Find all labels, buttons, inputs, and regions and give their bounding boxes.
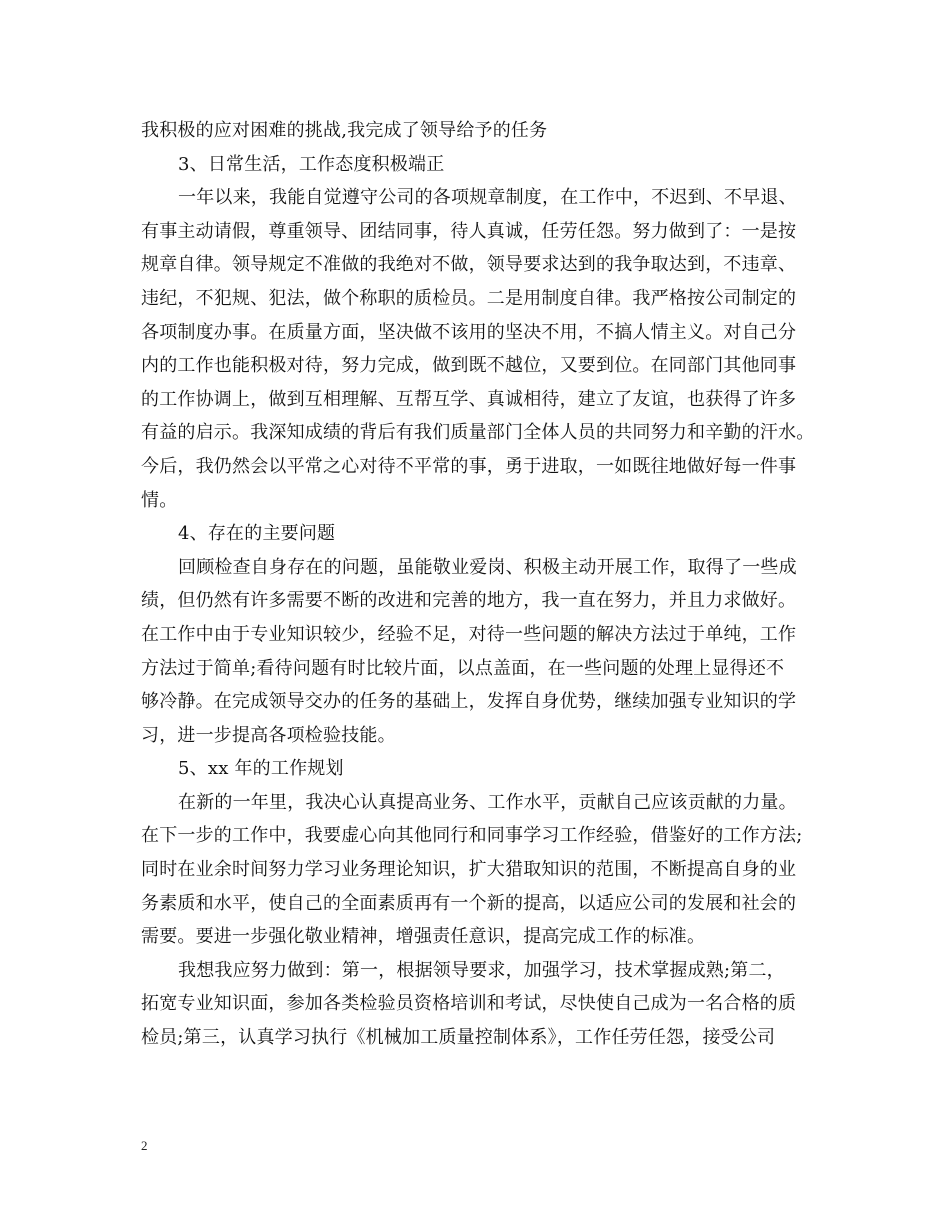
section-heading-3: 3、日常生活，工作态度积极端正 <box>178 153 445 175</box>
body-line: 在工作中由于专业知识较少，经验不足，对待一些问题的解决方法过于单纯，工作 <box>141 623 797 645</box>
section-heading-5: 5、xx 年的工作规划 <box>178 758 344 780</box>
document-body <box>141 114 831 1055</box>
body-line: 方法过于简单;看待问题有时比较片面，以点盖面，在一些问题的处理上显得还不 <box>141 657 785 679</box>
page-number: 2 <box>141 1138 148 1153</box>
body-line: 绩，但仍然有许多需要不断的改进和完善的地方，我一直在努力，并且力求做好。 <box>141 590 797 612</box>
body-line: 检员;第三，认真学习执行《机械加工质量控制体系》，工作任劳任怨，接受公司 <box>141 1027 776 1049</box>
body-line: 各项制度办事。在质量方面，坚决做不该用的坚决不用，不搞人情主义。对自己分 <box>141 321 797 343</box>
body-line: 习，进一步提高各项检验技能。 <box>141 724 396 746</box>
section-heading-4: 4、存在的主要问题 <box>178 523 336 545</box>
body-line: 我积极的应对困难的挑战,我完成了领导给予的任务 <box>141 120 548 141</box>
body-line: 回顾检查自身存在的问题，虽能敬业爱岗、积极主动开展工作，取得了一些成 <box>178 556 797 578</box>
body-line: 有事主动请假，尊重领导、团结同事，待人真诚，任劳任怨。努力做到了：一是按 <box>141 220 797 242</box>
body-line: 同时在业余时间努力学习业务理论知识，扩大猎取知识的范围，不断提高自身的业 <box>141 859 797 881</box>
body-line: 情。 <box>141 489 178 511</box>
body-line: 在下一步的工作中，我要虚心向其他同行和同事学习工作经验，借鉴好的工作方法; <box>141 825 803 847</box>
body-line: 今后，我仍然会以平常之心对待不平常的事，勇于进取，一如既往地做好每一件事 <box>141 455 797 477</box>
body-line: 我想我应努力做到：第一，根据领导要求，加强学习，技术掌握成熟;第二， <box>178 959 785 981</box>
body-line: 违纪，不犯规、犯法，做个称职的质检员。二是用制度自律。我严格按公司制定的 <box>141 287 797 309</box>
body-line: 规章自律。领导规定不准做的我绝对不做，领导要求达到的我争取达到，不违章、 <box>141 254 797 276</box>
body-line: 一年以来，我能自觉遵守公司的各项规章制度，在工作中，不迟到、不早退、 <box>178 187 797 209</box>
body-line: 拓宽专业知识面，参加各类检验员资格培训和考试，尽快使自己成为一名合格的质 <box>141 993 797 1015</box>
body-line: 有益的启示。我深知成绩的背后有我们质量部门全体人员的共同努力和辛勤的汗水。 <box>141 422 815 444</box>
body-line: 需要。要进一步强化敬业精神，增强责任意识，提高完成工作的标准。 <box>141 926 706 948</box>
body-line: 的工作协调上，做到互相理解、互帮互学、真诚相待，建立了友谊，也获得了许多 <box>141 388 797 410</box>
body-line: 在新的一年里，我决心认真提高业务、工作水平，贡献自己应该贡献的力量。 <box>178 791 797 813</box>
body-line: 内的工作也能积极对待，努力完成，做到既不越位，又要到位。在同部门其他同事 <box>141 355 797 377</box>
body-line: 务素质和水平，使自己的全面素质再有一个新的提高，以适应公司的发展和社会的 <box>141 892 797 914</box>
body-line: 够冷静。在完成领导交办的任务的基础上，发挥自身优势，继续加强专业知识的学 <box>141 691 797 713</box>
